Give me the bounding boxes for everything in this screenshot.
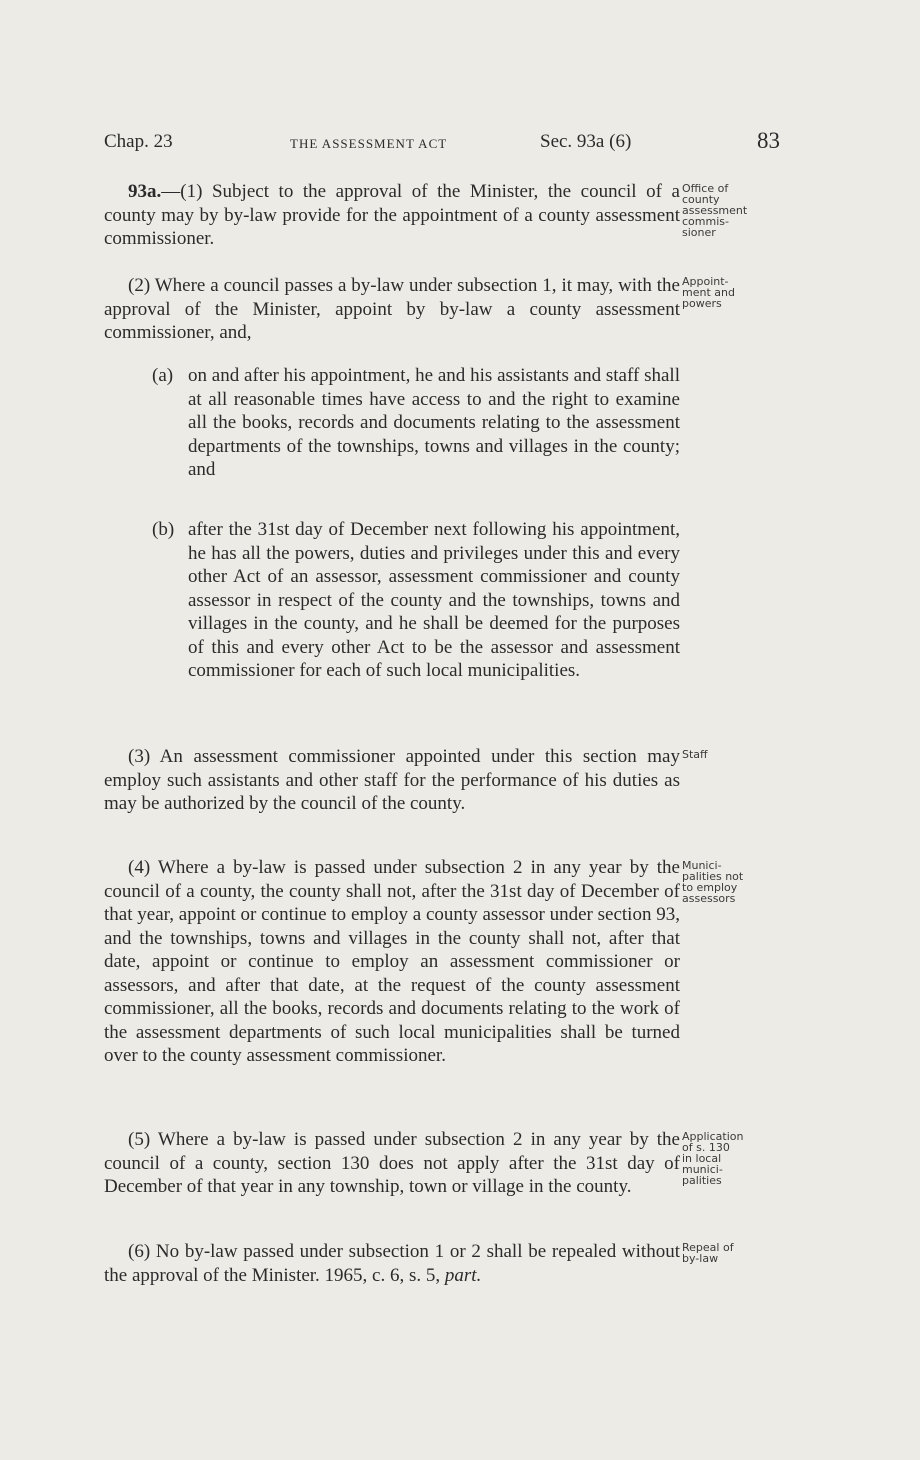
section-number: 93a.	[128, 181, 162, 202]
subsection-1	[104, 180, 680, 251]
chapter-label: Chap. 23	[104, 131, 173, 152]
subsection-5: (5) Where a by-law is passed under subsection 2 in any year by the council of a county, section 130 does not apply after the 31st day of December of that year in any township, town or village in the county.	[104, 1129, 680, 1197]
sidenote-appointment: Appoint- ment and powers	[682, 275, 735, 310]
sidenote-municipalities: Munici- palities not to employ assessors	[682, 859, 744, 905]
running-title: THE ASSESSMENT ACT	[290, 136, 448, 151]
citation-part: part.	[444, 1264, 482, 1286]
sidenote-application: Application of s. 130 in local munici- palities	[682, 1130, 744, 1187]
clause-b	[104, 518, 680, 683]
subsection-3: (3) An assessment commissioner appointed under this section may employ such assistants and other staff for the performance of his duties as may be authorized by the council of the county.	[104, 746, 680, 814]
subsection-6-text: (6) No by-law passed under subsection 1 or 2 shall be repealed without the approval of the Minister. 1965, c. 6, s. 5,	[104, 1241, 680, 1286]
clause-a-label: (a)	[152, 365, 174, 386]
clause-b-text: after the 31st day of December next following his appointment, he has all the powers, duties and privileges under this and every other Act of an assessor, assessment commissioner and county assessor in respect of the county and the townships, towns and villages in the county, and he shall be deemed for the purposes of this and every other Act to be the assessor and assessment commissioner for each of such local municipalities.	[188, 519, 680, 681]
subsection-4: (4) Where a by-law is passed under subsection 2 in any year by the council of a county, the county shall not, after the 31st day of December of that year, appoint or continue to employ a county assessor under section 93, and the townships, towns and villages in the county shall not, after that date, appoint or continue to employ an assessment commissioner or assessors, and after that date, at the request of the county assessment commissioner, all the books, records and documents relating to the work of the assessment departments of such local municipalities shall be turned over to the county assessment commissioner.	[104, 857, 680, 1066]
sidenote-staff: Staff	[682, 748, 708, 761]
page-number: 83	[757, 128, 780, 153]
sidenote-repeal: Repeal of by-law	[682, 1241, 734, 1265]
clause-a-text: on and after his appointment, he and his assistants and staff shall at all reasonable times have access to and the right to examine all the books, records and documents relating to the assessment departments of the townships, towns and villages in the county; and	[188, 365, 680, 480]
section-reference: Sec. 93a (6)	[540, 131, 632, 152]
clause-a	[104, 364, 680, 482]
subsection-1-text: —(1) Subject to the approval of the Minister, the council of a county may by by-law provide for the appointment of a county assessment commissioner.	[104, 181, 680, 249]
clause-b-label: (b)	[152, 519, 175, 540]
sidenote-office: Office of county assessment commis- sioner	[682, 182, 748, 239]
subsection-6	[104, 1240, 680, 1287]
subsection-2: (2) Where a council passes a by-law under subsection 1, it may, with the approval of the Minister, appoint by by-law a county assessment commissioner, and,	[104, 275, 680, 343]
